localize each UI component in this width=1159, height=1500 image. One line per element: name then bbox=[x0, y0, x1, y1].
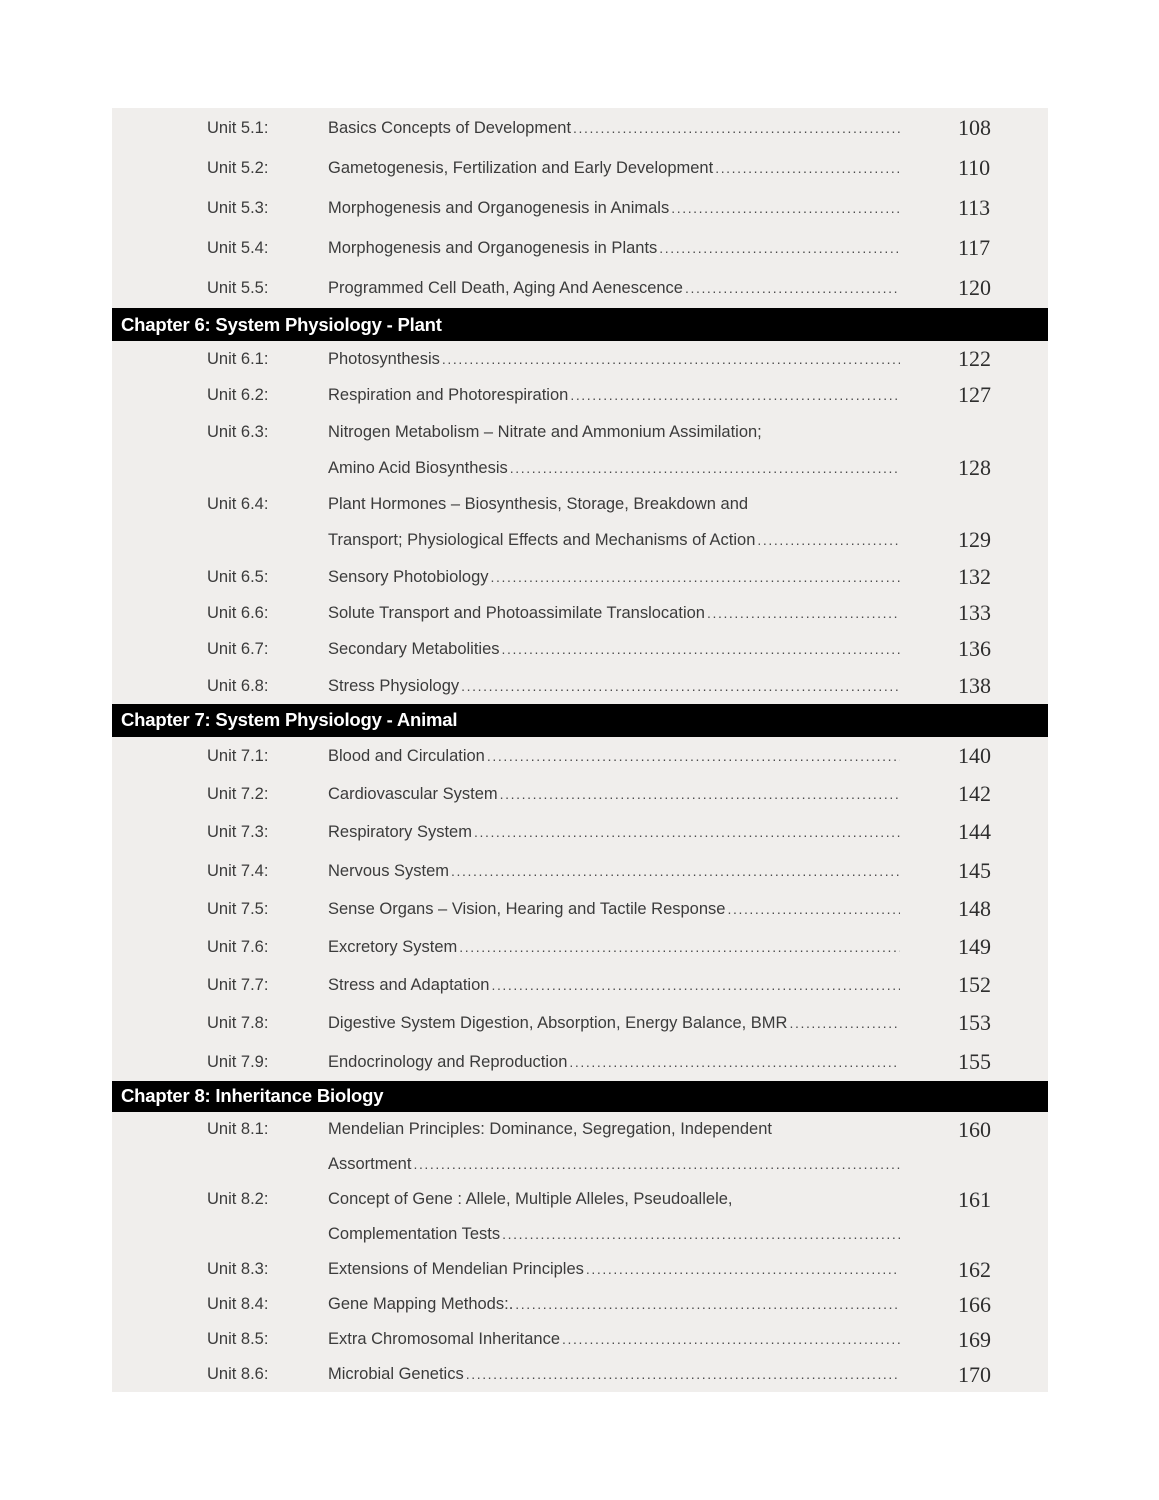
unit-label: Unit 6.3: bbox=[207, 422, 269, 441]
unit-title-block bbox=[328, 341, 900, 377]
unit-title-line bbox=[328, 559, 900, 595]
dot-leader bbox=[411, 1147, 900, 1182]
page-number: 169 bbox=[958, 1326, 991, 1352]
unit-title-line bbox=[328, 890, 900, 928]
unit-title-block bbox=[328, 486, 900, 559]
unit-title-block bbox=[328, 1357, 900, 1392]
page-number: 128 bbox=[958, 454, 991, 480]
dot-leader bbox=[457, 928, 900, 966]
dot-leader bbox=[513, 1287, 900, 1322]
dot-leader bbox=[567, 1043, 900, 1081]
page-number: 133 bbox=[958, 600, 991, 626]
unit-title: Solute Transport and Photoassimilate Translocation bbox=[328, 604, 705, 623]
dot-leader bbox=[489, 559, 900, 595]
page-number: 120 bbox=[958, 275, 991, 300]
unit-label: Unit 5.1: bbox=[207, 119, 269, 137]
page-number: 108 bbox=[958, 115, 991, 140]
chapter-title: Chapter 7: System Physiology - Animal bbox=[121, 709, 458, 731]
unit-label: Unit 7.3: bbox=[207, 823, 269, 842]
unit-title-block bbox=[328, 737, 900, 775]
toc-entry bbox=[207, 852, 1048, 890]
unit-label: Unit 8.6: bbox=[207, 1364, 269, 1383]
unit-label: Unit 5.2: bbox=[207, 159, 269, 177]
unit-title-line bbox=[328, 341, 900, 377]
unit-label: Unit 8.3: bbox=[207, 1259, 269, 1278]
unit-title-block bbox=[328, 377, 900, 413]
page-number: 152 bbox=[958, 972, 991, 998]
unit-title-line bbox=[328, 966, 900, 1004]
dot-leader bbox=[485, 737, 900, 775]
toc-entry bbox=[207, 414, 1048, 487]
page-number: 122 bbox=[958, 346, 991, 371]
page-number: 110 bbox=[958, 155, 991, 180]
unit-label: Unit 6.7: bbox=[207, 640, 269, 659]
page-number: 132 bbox=[958, 563, 991, 589]
unit-title-line bbox=[328, 228, 900, 268]
unit-label: Unit 7.6: bbox=[207, 937, 269, 956]
page-number: 144 bbox=[958, 819, 991, 845]
dot-leader bbox=[500, 631, 900, 667]
page-number: 129 bbox=[958, 527, 991, 553]
chapter-banner bbox=[112, 1081, 1048, 1112]
unit-title: Extra Chromosomal Inheritance bbox=[328, 1329, 561, 1348]
unit-title-block bbox=[328, 1112, 900, 1182]
page-number: 160 bbox=[958, 1116, 991, 1142]
unit-title-line bbox=[328, 377, 900, 413]
dot-leader bbox=[725, 890, 900, 928]
toc-panel bbox=[112, 108, 1048, 1392]
page-number: 166 bbox=[958, 1291, 991, 1317]
toc-entry bbox=[207, 228, 1048, 268]
unit-title-block bbox=[328, 775, 900, 813]
unit-title-block bbox=[328, 1322, 900, 1357]
dot-leader bbox=[713, 148, 900, 188]
toc-entry bbox=[207, 890, 1048, 928]
unit-title-line bbox=[328, 1322, 900, 1357]
unit-title-line bbox=[328, 1287, 900, 1322]
unit-list bbox=[112, 737, 1048, 1081]
page-number: 162 bbox=[958, 1256, 991, 1282]
dot-leader bbox=[683, 268, 900, 308]
page-number: 148 bbox=[958, 895, 991, 921]
page-number: 127 bbox=[958, 382, 991, 408]
unit-label: Unit 7.8: bbox=[207, 1014, 269, 1033]
toc-section bbox=[112, 308, 1048, 704]
dot-leader bbox=[584, 1252, 900, 1287]
unit-title-line bbox=[328, 595, 900, 631]
unit-title-line bbox=[328, 1182, 900, 1217]
dot-leader bbox=[464, 1357, 900, 1392]
dot-leader bbox=[787, 1004, 900, 1042]
page-number: 145 bbox=[958, 857, 991, 883]
unit-title-block bbox=[328, 228, 900, 268]
chapter-title: Chapter 6: System Physiology - Plant bbox=[121, 313, 442, 335]
unit-title: Respiratory System bbox=[328, 823, 472, 842]
dot-leader bbox=[449, 852, 900, 890]
unit-title: Complementation Tests bbox=[328, 1224, 501, 1243]
toc-section bbox=[112, 1081, 1048, 1392]
unit-list bbox=[112, 341, 1048, 704]
unit-title: Digestive System Digestion, Absorption, Energy Balance, BMR bbox=[328, 1014, 788, 1033]
page-number: 155 bbox=[958, 1048, 991, 1074]
unit-title-line bbox=[328, 450, 900, 486]
toc-entry bbox=[207, 668, 1048, 704]
toc-entry bbox=[207, 341, 1048, 377]
unit-title-block bbox=[328, 108, 900, 148]
dot-leader bbox=[498, 775, 900, 813]
unit-title: Cardiovascular System bbox=[328, 785, 498, 804]
unit-title-block bbox=[328, 966, 900, 1004]
unit-label: Unit 5.5: bbox=[207, 279, 269, 297]
unit-label: Unit 6.2: bbox=[207, 386, 269, 405]
page-number: 113 bbox=[958, 195, 991, 220]
toc-entry bbox=[207, 486, 1048, 559]
toc-entry bbox=[207, 737, 1048, 775]
unit-label: Unit 7.9: bbox=[207, 1052, 269, 1071]
unit-title-line bbox=[328, 414, 900, 450]
toc-entry bbox=[207, 377, 1048, 413]
unit-title: Morphogenesis and Organogenesis in Plants bbox=[328, 239, 658, 257]
toc-entry bbox=[207, 108, 1048, 148]
page-number: 138 bbox=[958, 672, 991, 698]
unit-title-block bbox=[328, 1004, 900, 1042]
unit-title: Blood and Circulation bbox=[328, 746, 485, 765]
unit-title: Endocrinology and Reproduction bbox=[328, 1052, 568, 1071]
unit-title-block bbox=[328, 813, 900, 851]
unit-title: Assortment bbox=[328, 1154, 412, 1173]
dot-leader bbox=[705, 595, 900, 631]
unit-title: Stress Physiology bbox=[328, 676, 460, 695]
unit-label: Unit 6.5: bbox=[207, 567, 269, 586]
dot-leader bbox=[657, 228, 900, 268]
unit-title-block bbox=[328, 1287, 900, 1322]
toc-entry bbox=[207, 1322, 1048, 1357]
page-number: 161 bbox=[958, 1186, 991, 1212]
unit-title-block bbox=[328, 1252, 900, 1287]
dot-leader bbox=[489, 966, 900, 1004]
dot-leader bbox=[560, 1322, 900, 1357]
unit-title-line bbox=[328, 1043, 900, 1081]
unit-title: Plant Hormones – Biosynthesis, Storage, Breakdown and bbox=[328, 495, 749, 514]
unit-title-line bbox=[328, 852, 900, 890]
unit-title-line bbox=[328, 522, 900, 558]
page-number: 136 bbox=[958, 636, 991, 662]
unit-title-block bbox=[328, 268, 900, 308]
toc-entry bbox=[207, 559, 1048, 595]
unit-title: Respiration and Photorespiration bbox=[328, 386, 569, 405]
chapter-title: Chapter 8: Inheritance Biology bbox=[121, 1085, 384, 1107]
unit-label: Unit 7.2: bbox=[207, 785, 269, 804]
page-number: 117 bbox=[958, 235, 991, 260]
toc-section bbox=[112, 704, 1048, 1081]
unit-list bbox=[112, 1112, 1048, 1392]
unit-title-line bbox=[328, 775, 900, 813]
toc-entry bbox=[207, 631, 1048, 667]
unit-title-block bbox=[328, 928, 900, 966]
unit-label: Unit 8.5: bbox=[207, 1329, 269, 1348]
unit-title: Nitrogen Metabolism – Nitrate and Ammonium Assimilation; bbox=[328, 422, 762, 441]
dot-leader bbox=[571, 108, 900, 148]
toc-entry bbox=[207, 966, 1048, 1004]
unit-title-block bbox=[328, 1182, 900, 1252]
unit-title-line bbox=[328, 486, 900, 522]
unit-title: Nervous System bbox=[328, 861, 450, 880]
unit-title: Sense Organs – Vision, Hearing and Tactile Response bbox=[328, 899, 726, 918]
unit-title-line bbox=[328, 631, 900, 667]
dot-leader bbox=[755, 522, 900, 558]
toc-entry bbox=[207, 1182, 1048, 1252]
unit-title: Gene Mapping Methods:. bbox=[328, 1294, 514, 1313]
unit-label: Unit 6.1: bbox=[207, 350, 269, 368]
unit-title: Basics Concepts of Development bbox=[328, 119, 572, 137]
page-number: 153 bbox=[958, 1010, 991, 1036]
unit-title-block bbox=[328, 1043, 900, 1081]
unit-title-block bbox=[328, 188, 900, 228]
toc-entry bbox=[207, 1357, 1048, 1392]
unit-title: Amino Acid Biosynthesis bbox=[328, 458, 508, 477]
dot-leader bbox=[440, 341, 900, 377]
unit-title: Morphogenesis and Organogenesis in Animals bbox=[328, 199, 670, 217]
unit-label: Unit 7.5: bbox=[207, 899, 269, 918]
chapter-banner bbox=[112, 308, 1048, 341]
unit-title-line bbox=[328, 928, 900, 966]
unit-title-line bbox=[328, 1217, 900, 1252]
page-number: 149 bbox=[958, 933, 991, 959]
unit-title-line bbox=[328, 268, 900, 308]
unit-title: Transport; Physiological Effects and Mechanisms of Action bbox=[328, 531, 756, 550]
unit-label: Unit 5.4: bbox=[207, 239, 269, 257]
unit-title: Microbial Genetics bbox=[328, 1364, 464, 1383]
unit-label: Unit 7.7: bbox=[207, 976, 269, 995]
unit-title-line bbox=[328, 188, 900, 228]
toc-entry bbox=[207, 813, 1048, 851]
toc-entry bbox=[207, 1043, 1048, 1081]
dot-leader bbox=[669, 188, 900, 228]
unit-label: Unit 7.4: bbox=[207, 861, 269, 880]
unit-title-block bbox=[328, 852, 900, 890]
unit-title-block bbox=[328, 414, 900, 487]
unit-list bbox=[112, 108, 1048, 308]
toc-entry bbox=[207, 1004, 1048, 1042]
toc-entry bbox=[207, 268, 1048, 308]
unit-title: Photosynthesis bbox=[328, 350, 440, 368]
unit-title: Stress and Adaptation bbox=[328, 976, 490, 995]
unit-title-block bbox=[328, 559, 900, 595]
unit-title-block bbox=[328, 668, 900, 704]
unit-title-line bbox=[328, 813, 900, 851]
unit-title: Excretory System bbox=[328, 937, 458, 956]
toc-entry bbox=[207, 775, 1048, 813]
toc-entry bbox=[207, 1112, 1048, 1182]
unit-title-line bbox=[328, 148, 900, 188]
unit-title-line bbox=[328, 1357, 900, 1392]
page-number: 140 bbox=[958, 742, 991, 768]
unit-title: Secondary Metabolities bbox=[328, 640, 500, 659]
unit-title-block bbox=[328, 595, 900, 631]
unit-label: Unit 6.4: bbox=[207, 495, 269, 514]
unit-label: Unit 7.1: bbox=[207, 746, 269, 765]
unit-title-block bbox=[328, 148, 900, 188]
unit-title-line bbox=[328, 1147, 900, 1182]
dot-leader bbox=[472, 813, 900, 851]
page-number: 142 bbox=[958, 781, 991, 807]
chapter-banner bbox=[112, 704, 1048, 737]
unit-title: Gametogenesis, Fertilization and Early Development bbox=[328, 159, 714, 177]
toc-entry bbox=[207, 928, 1048, 966]
unit-label: Unit 6.8: bbox=[207, 676, 269, 695]
page-number: 170 bbox=[958, 1361, 991, 1387]
unit-label: Unit 5.3: bbox=[207, 199, 269, 217]
dot-leader bbox=[568, 377, 900, 413]
unit-title: Programmed Cell Death, Aging And Aenescence bbox=[328, 279, 683, 297]
unit-title-line bbox=[328, 1112, 900, 1147]
dot-leader bbox=[500, 1217, 900, 1252]
unit-title: Concept of Gene : Allele, Multiple Alleles, Pseudoallele, bbox=[328, 1189, 733, 1208]
unit-title-line bbox=[328, 668, 900, 704]
toc-entry bbox=[207, 595, 1048, 631]
unit-title-block bbox=[328, 631, 900, 667]
toc-entry bbox=[207, 1252, 1048, 1287]
unit-label: Unit 8.2: bbox=[207, 1189, 269, 1208]
toc-section bbox=[112, 108, 1048, 308]
unit-title: Sensory Photobiology bbox=[328, 567, 489, 586]
unit-title-line bbox=[328, 1252, 900, 1287]
unit-title-line bbox=[328, 737, 900, 775]
unit-title-line bbox=[328, 108, 900, 148]
unit-title: Extensions of Mendelian Principles bbox=[328, 1259, 584, 1278]
toc-entry bbox=[207, 1287, 1048, 1322]
unit-title-line bbox=[328, 1004, 900, 1042]
dot-leader bbox=[459, 668, 900, 704]
unit-title-block bbox=[328, 890, 900, 928]
unit-title: Mendelian Principles: Dominance, Segregation, Independent bbox=[328, 1119, 772, 1138]
dot-leader bbox=[508, 450, 900, 486]
toc-entry bbox=[207, 188, 1048, 228]
unit-label: Unit 8.4: bbox=[207, 1294, 269, 1313]
unit-label: Unit 6.6: bbox=[207, 604, 269, 623]
unit-label: Unit 8.1: bbox=[207, 1119, 269, 1138]
toc-entry bbox=[207, 148, 1048, 188]
